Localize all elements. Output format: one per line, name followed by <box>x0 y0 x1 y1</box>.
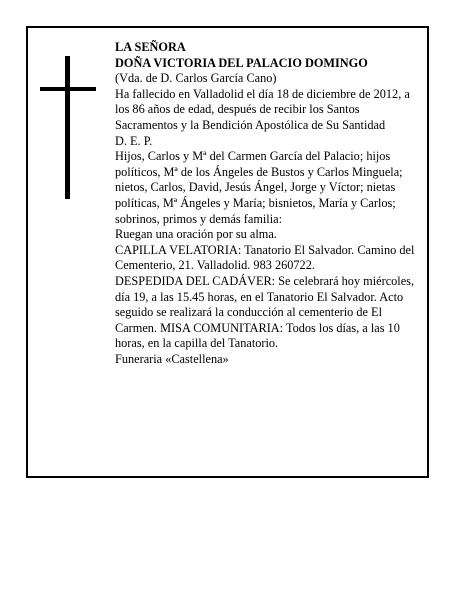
cross-horizontal-bar <box>40 87 96 91</box>
honorific: LA SEÑORA <box>115 40 186 54</box>
prayer-request: Ruegan una oración por su alma. <box>115 227 277 242</box>
death-notice: Ha fallecido en Valladolid el día 18 de diciembre de 2012, a los 86 años de edad, después de recibir los Santos Sacramentos y la Bendición Apostólica de Su Santidad <box>115 86 410 132</box>
deceased-name: DOÑA VICTORIA DEL PALACIO DOMINGO <box>115 55 368 70</box>
funeral-home: Funeraria «Castellena» <box>115 351 229 366</box>
family-list: Hijos, Carlos y Mª del Carmen García del Palacio; hijos políticos, Mª de los Ángeles de Bustos y Carlos Minguela; nietos, Carlos, David, Jesús Ángel, Jorge y Víctor; nietas políticas, Mª Ángeles y María; bisnietos, María y Carlos; sobrinos, primos y demás familia: <box>115 149 403 226</box>
cross-icon <box>40 56 96 199</box>
wake-info: CAPILLA VELATORIA: Tanatorio El Salvador. Camino del Cementerio, 21. Valladolid. 983 260722. <box>115 242 415 273</box>
dep: D. E. P. <box>115 133 153 148</box>
widow-of: (Vda. de D. Carlos García Cano) <box>115 71 277 86</box>
farewell-info: DESPEDIDA DEL CADÁVER: Se celebrará hoy miércoles, día 19, a las 15.45 horas, en el Tanatorio El Salvador. Acto seguido se realizará la conducción al cementerio de El Carmen. MISA COMUNITARIA: Todos los días, a las 10 horas, en la capilla del Tanatorio. <box>115 273 415 351</box>
obituary-text <box>115 40 415 367</box>
cross-vertical-bar <box>65 56 70 199</box>
obituary-notice <box>26 26 429 478</box>
